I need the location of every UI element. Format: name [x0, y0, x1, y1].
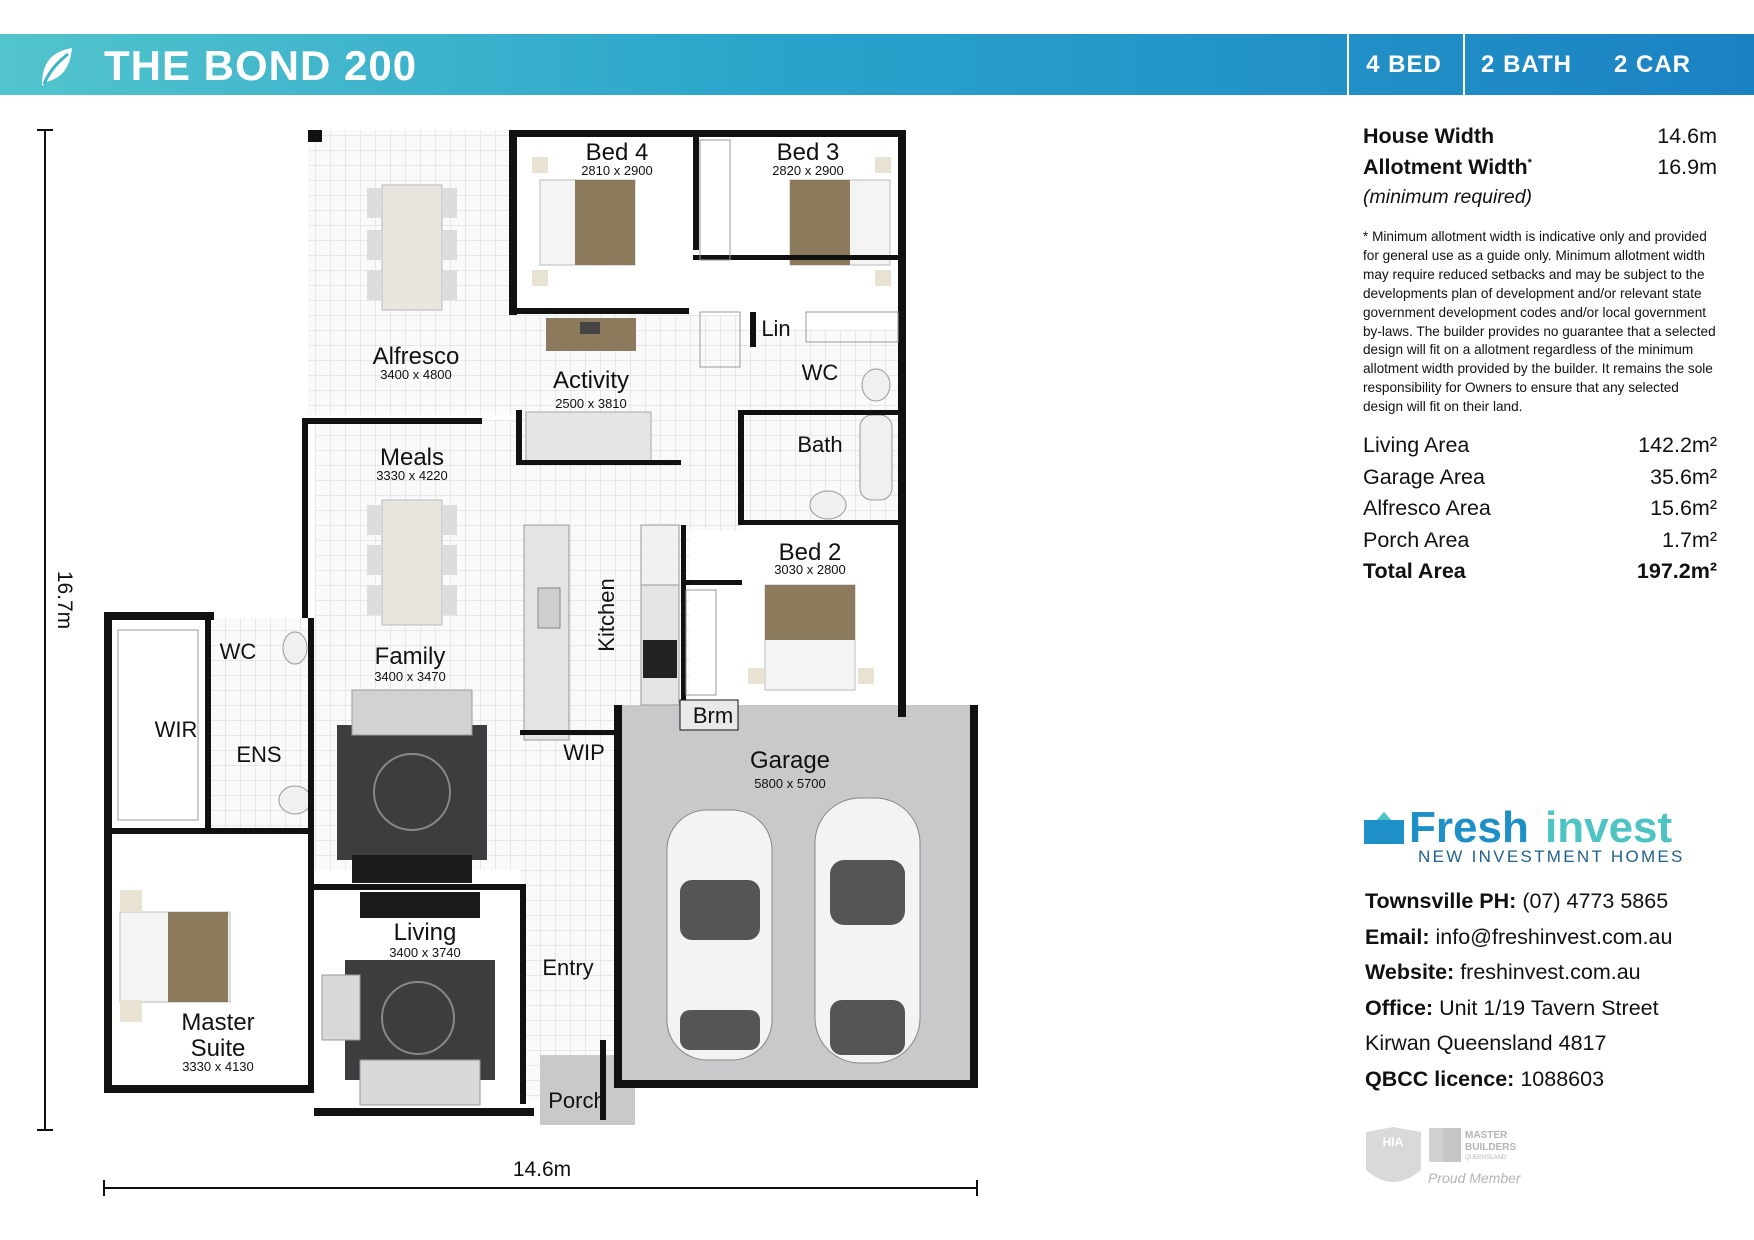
- wir-label: WIR: [154, 717, 198, 742]
- master-label-line1: Master: [181, 1009, 255, 1036]
- svg-text:QUEENSLAND: QUEENSLAND: [1465, 1155, 1507, 1161]
- living-size: 3400 x 3740: [389, 945, 461, 960]
- ens-label: ENS: [236, 742, 282, 767]
- house-width-row: House Width 14.6m: [1363, 124, 1717, 148]
- title-banner: [0, 34, 1754, 95]
- logo-fresh: Fresh: [1409, 803, 1529, 852]
- width-label: 14.6m: [512, 1158, 572, 1181]
- svg-text:HIA: HIA: [1382, 1135, 1404, 1149]
- bed-count: 4 BED: [1366, 51, 1442, 78]
- total-area-row: Total Area 197.2m²: [1363, 559, 1717, 584]
- phone-line: Townsville PH: (07) 4773 5865: [1365, 889, 1669, 913]
- kitchen-label: Kitchen: [594, 578, 619, 652]
- contact-block: [1365, 884, 1672, 1097]
- bed4-label: Bed 4: [585, 139, 649, 166]
- office-line-2: Kirwan Queensland 4817: [1365, 1031, 1607, 1055]
- disclaimer-text: * Minimum allotment width is indicative only and provided for general use as a guide only. Minimum allotment width may require reduced setbacks and may be subject to the developments plan of development and/or relevant state government development codes and/or local government by-laws. The builder provides no guarantee that a selected design will fit on a allotment regardless of the minimum allotment width provided by the builder. It remains the sole responsibility for Owners to ensure that any selected design will fit on their land.: [1363, 229, 1716, 415]
- leaf-icon: [36, 44, 76, 88]
- logo-tagline: NEW INVESTMENT HOMES: [1418, 847, 1685, 862]
- master-size: 3330 x 4130: [182, 1059, 254, 1074]
- height-dimension: [37, 130, 76, 1130]
- width-dimension: [104, 1158, 977, 1196]
- brm-label: Brm: [692, 703, 734, 728]
- garage-label: Garage: [749, 747, 831, 774]
- logo-invest: invest: [1545, 803, 1673, 852]
- specs-panel: [1363, 124, 1717, 591]
- activity-size: 2500 x 3810: [555, 396, 627, 411]
- bed3-size: 2820 x 2900: [772, 163, 844, 178]
- lin-label: Lin: [761, 316, 791, 341]
- wc-upper-label: WC: [801, 360, 839, 385]
- bed2-label: Bed 2: [778, 539, 842, 566]
- alfresco-label: Alfresco: [372, 343, 460, 370]
- wc-lower-label: WC: [219, 639, 257, 664]
- meals-table: [367, 500, 457, 625]
- page-title: THE BOND 200: [104, 42, 418, 89]
- bed2-size: 3030 x 2800: [774, 562, 846, 577]
- height-label: 16.7m: [53, 570, 76, 630]
- family-label: Family: [374, 643, 446, 670]
- qbcc-line: QBCC licence: 1088603: [1365, 1066, 1605, 1091]
- min-required: (minimum required): [1363, 186, 1533, 208]
- membership-badges: [1363, 1124, 1543, 1199]
- family-size: 3400 x 3470: [374, 669, 446, 684]
- living-label: Living: [393, 919, 457, 946]
- website-link[interactable]: freshinvest.com.au: [1460, 960, 1641, 984]
- porch-label: Porch: [548, 1088, 606, 1113]
- svg-text:BUILDERS: BUILDERS: [1465, 1142, 1517, 1153]
- car-left: [667, 810, 772, 1060]
- hia-badge: [1366, 1127, 1421, 1182]
- svg-text:MASTER: MASTER: [1465, 1130, 1508, 1141]
- bed4-size: 2810 x 2900: [581, 163, 653, 178]
- freshinvest-logo: [1362, 790, 1722, 867]
- bed3-label: Bed 3: [776, 139, 840, 166]
- family-furniture: [337, 690, 487, 883]
- bath-label: Bath: [797, 432, 843, 457]
- activity-label: Activity: [552, 367, 630, 394]
- floor-plan: [0, 110, 1000, 1230]
- bed2-bed: [748, 585, 874, 690]
- website-line: Website: freshinvest.com.au: [1365, 960, 1641, 984]
- master-bed: [120, 890, 230, 1022]
- office-line: Office: Unit 1/19 Tavern Street: [1365, 995, 1659, 1020]
- car-count: 2 CAR: [1613, 51, 1691, 78]
- area-table: [1363, 433, 1717, 591]
- area-row: Porch Area 1.7m²: [1363, 527, 1717, 552]
- svg-text:Proud Member: Proud Member: [1428, 1170, 1521, 1186]
- meals-size: 3330 x 4220: [376, 468, 448, 483]
- area-row: Living Area 142.2m²: [1363, 433, 1717, 458]
- entry-label: Entry: [542, 955, 594, 980]
- allotment-width-row: Allotment Width* 16.9m: [1363, 155, 1717, 179]
- bath-count: 2 BATH: [1481, 51, 1572, 78]
- alfresco-size: 3400 x 4800: [380, 367, 452, 382]
- area-row: Garage Area 35.6m²: [1363, 464, 1717, 489]
- email-line: Email: info@freshinvest.com.au: [1365, 924, 1673, 949]
- master-label-line2: Suite: [190, 1035, 246, 1062]
- wip-label: WIP: [563, 740, 605, 765]
- meals-label: Meals: [379, 444, 445, 471]
- email-link[interactable]: info@freshinvest.com.au: [1435, 924, 1673, 949]
- garage-size: 5800 x 5700: [754, 776, 826, 791]
- alfresco-table: [367, 185, 457, 310]
- car-right: [815, 798, 920, 1063]
- area-row: Alfresco Area 15.6m²: [1363, 496, 1717, 521]
- master-builders-badge: [1428, 1128, 1522, 1186]
